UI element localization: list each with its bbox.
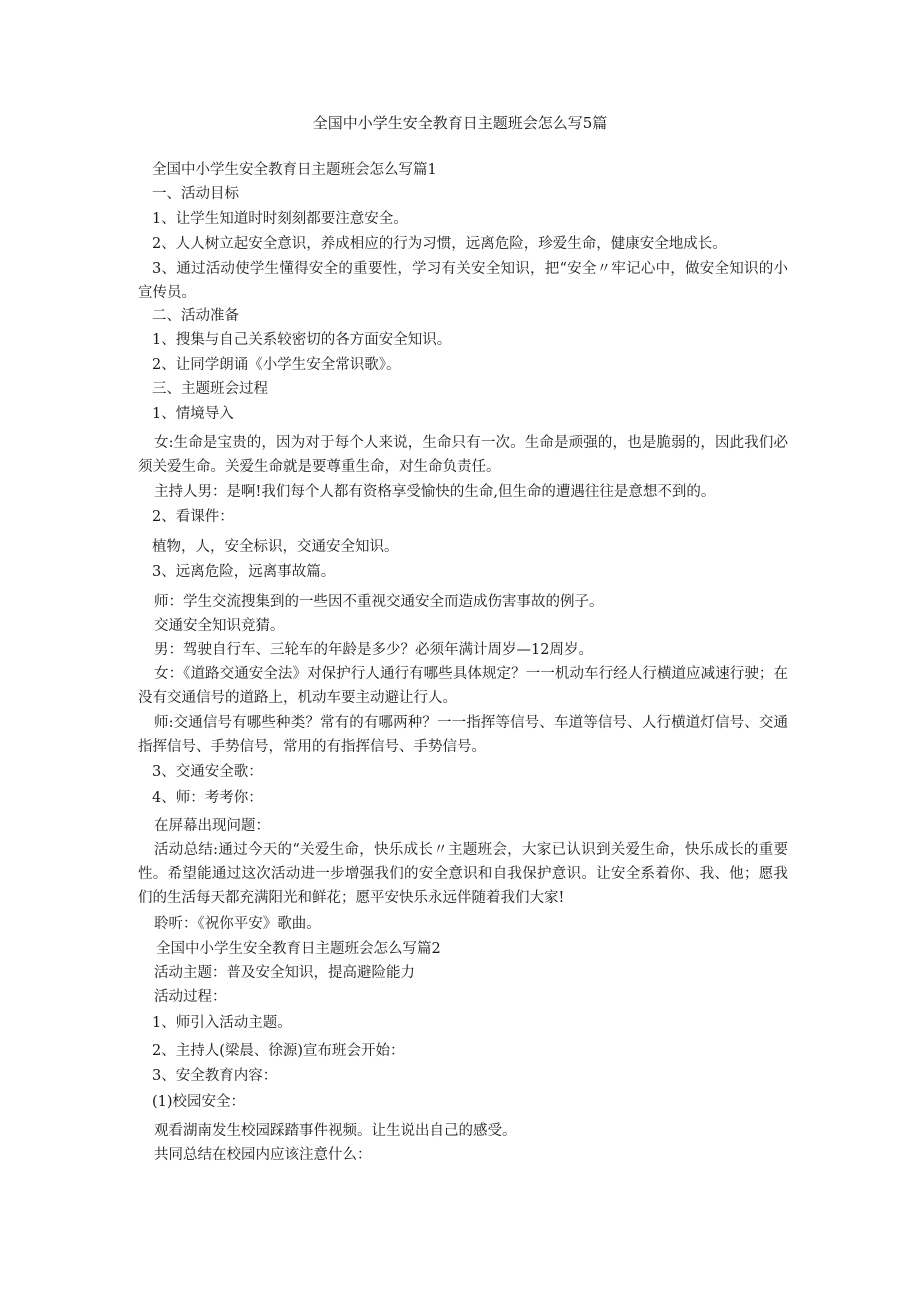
paragraph: 二、活动准备 xyxy=(152,308,239,324)
paragraph: 1、师引入活动主题。 xyxy=(152,1015,292,1031)
section-heading: 全国中小学生安全教育日主题班会怎么写篇1 xyxy=(152,162,437,178)
paragraph: 活动过程： xyxy=(154,989,227,1005)
paragraph: 2、让同学朗诵《小学生安全常识歌》。 xyxy=(152,357,401,373)
paragraph: 2、主持人(梁晨、徐源)宣布班会开始： xyxy=(152,1043,405,1059)
paragraph: (1)校园安全： xyxy=(152,1094,246,1110)
paragraph: 观看湖南发生校园踩踏事件视频。让生说出自己的感受。 xyxy=(154,1123,517,1139)
paragraph: 一、活动目标 xyxy=(152,186,239,202)
paragraph: 3、交通安全歌： xyxy=(152,764,263,780)
paragraph: 主持人男：是啊!我们每个人都有资格享受愉快的生命,但生命的遭遇往往是意想不到的。 xyxy=(154,484,716,500)
paragraph: 1、情境导入 xyxy=(152,406,234,422)
paragraph: 3、通过活动使学生懂得安全的重要性，学习有关安全知识，把“安全〃牢记心中，做安全知识的小宣传员。 xyxy=(138,261,788,301)
paragraph: 活动主题：普及安全知识，提高避险能力 xyxy=(154,965,415,981)
paragraph: 4、师：考考你： xyxy=(152,790,263,806)
paragraph: 2、人人树立起安全意识，养成相应的行为习惯，远离危险，珍爱生命，健康安全地成长。 xyxy=(152,236,727,252)
paragraph: 女:生命是宝贵的，因为对于每个人来说，生命只有一次。生命是顽强的，也是脆弱的，因此我们必须关爱生命。关爱生命就是要尊重生命，对生命负责任。 xyxy=(138,435,788,475)
paragraph: 聆听：《祝你平安》歌曲。 xyxy=(154,916,321,932)
paragraph: 3、安全教育内容： xyxy=(152,1068,278,1084)
section-heading: 全国中小学生安全教育日主题班会怎么写篇2 xyxy=(156,941,441,957)
document-title: 全国中小学生安全教育日主题班会怎么写5篇 xyxy=(312,114,608,132)
paragraph: 师：学生交流搜集到的一些因不重视交通安全而造成伤害事故的例子。 xyxy=(154,594,604,610)
paragraph: 在屏幕出现问题： xyxy=(154,818,270,834)
paragraph: 三、主题班会过程 xyxy=(152,381,268,397)
paragraph: 交通安全知识竞猜。 xyxy=(154,618,285,634)
paragraph: 植物，人，安全标识，交通安全知识。 xyxy=(152,539,399,555)
paragraph: 1、搜集与自己关系较密切的各方面安全知识。 xyxy=(152,332,452,348)
paragraph: 2、看课件： xyxy=(152,509,234,525)
paragraph: 男：驾驶自行车、三轮车的年龄是多少？必须年满计周岁—12周岁。 xyxy=(154,642,593,658)
paragraph: 师:交通信号有哪些种类？常有的有哪两种？一一指挥等信号、车道等信号、人行横道灯信号、交通指挥信号、手势信号，常用的有指挥信号、手势信号。 xyxy=(138,715,788,755)
paragraph: 活动总结:通过今天的“关爱生命，快乐成长〃主题班会，大家已认识到关爱生命，快乐成长的重要性。希望能通过这次活动进一步增强我们的安全意识和自我保护意识。让安全系着你、我、他；愿我们的生活每天都充满阳光和鲜花；愿平安快乐永远伴随着我们大家! xyxy=(138,842,788,906)
paragraph: 1、让学生知道时时刻刻都要注意安全。 xyxy=(152,211,408,227)
paragraph: 共同总结在校园内应该注意什么： xyxy=(154,1147,372,1163)
paragraph: 女：《道路交通安全法》对保护行人通行有哪些具体规定？一一机动车行经人行横道应减速行驶；在没有交通信号的道路上，机动车要主动避让行人。 xyxy=(138,666,788,706)
paragraph: 3、远离危险，远离事故篇。 xyxy=(152,564,336,580)
